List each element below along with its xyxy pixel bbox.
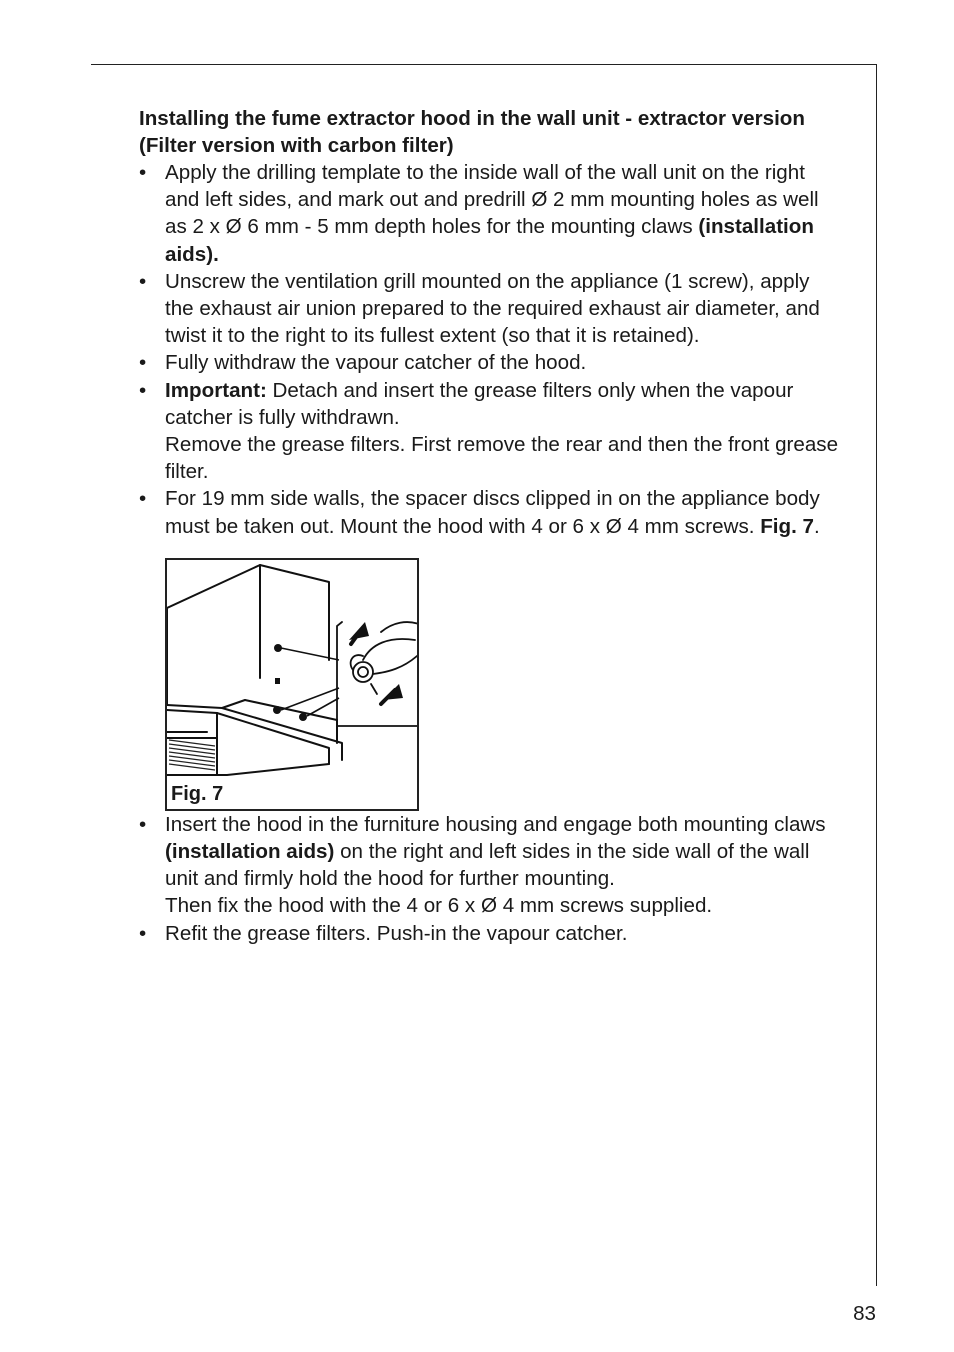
section-title: Installing the fume extractor hood in the wall unit - extractor version (Filter version with carbon filter): [139, 107, 805, 157]
list-item: [139, 920, 839, 947]
page-content: [139, 105, 839, 947]
figure-label: Fig. 7: [171, 782, 224, 805]
step-text-tail: on the right and left sides in the side wall of the wall unit and firmly hold the hood for further mounting.: [165, 840, 810, 891]
bullet-icon: •: [139, 487, 147, 511]
right-rule: [876, 64, 877, 1286]
step-text: Fully withdraw the vapour catcher of the hood.: [165, 351, 587, 375]
hood-mounting-illustration: [167, 560, 419, 811]
top-rule: [91, 64, 877, 65]
list-item: [139, 811, 839, 920]
list-item: [139, 349, 839, 376]
step-text-continued: Remove the grease filters. First remove the rear and then the front grease filter.: [165, 433, 839, 484]
list-item: [139, 159, 839, 268]
step-text: Refit the grease filters. Push-in the vapour catcher.: [165, 921, 628, 945]
step-text-tail: .: [813, 514, 820, 538]
bullet-icon: •: [139, 161, 147, 184]
figure-reference: Fig. 7: [760, 514, 814, 538]
steps-list-after-figure: [139, 811, 839, 947]
step-text-continued: Then fix the hood with the 4 or 6 x Ø 4 mm screws supplied.: [165, 894, 713, 918]
step-bold-text: (installation aids): [165, 840, 335, 864]
bullet-icon: •: [139, 378, 147, 402]
important-label: Important:: [165, 378, 267, 402]
step-text: For 19 mm side walls, the spacer discs clipped in on the appliance body must be taken out. Mount the hood with 4 or 6 x Ø 4 mm screws.: [165, 487, 820, 538]
step-text: Unscrew the ventilation grill mounted on the appliance (1 screw), apply the exhaust air union prepared to the required exhaust air diameter, and twist it to the right to its fullest extent (so that it is retained).: [165, 269, 820, 348]
figure-7: [165, 558, 419, 811]
bullet-icon: •: [139, 269, 147, 293]
bullet-icon: •: [139, 351, 147, 375]
bullet-icon: •: [139, 921, 147, 945]
list-item: [139, 485, 839, 539]
step-bold-text: (installation aids).: [165, 215, 814, 266]
list-item: [139, 377, 839, 486]
page-number: 83: [853, 1302, 876, 1325]
bullet-icon: •: [139, 812, 147, 836]
step-text: Apply the drilling template to the inside wall of the wall unit on the right and left sides, and mark out and predrill Ø 2 mm mounting holes as well as 2 x Ø 6 mm - 5 mm depth holes for the mounting claws: [165, 161, 819, 239]
step-text: Detach and insert the grease filters only when the vapour catcher is fully withdrawn.: [165, 378, 794, 429]
list-item: [139, 268, 839, 350]
steps-list-before-figure: [139, 159, 839, 540]
step-text: Insert the hood in the furniture housing and engage both mounting claws: [165, 812, 826, 836]
